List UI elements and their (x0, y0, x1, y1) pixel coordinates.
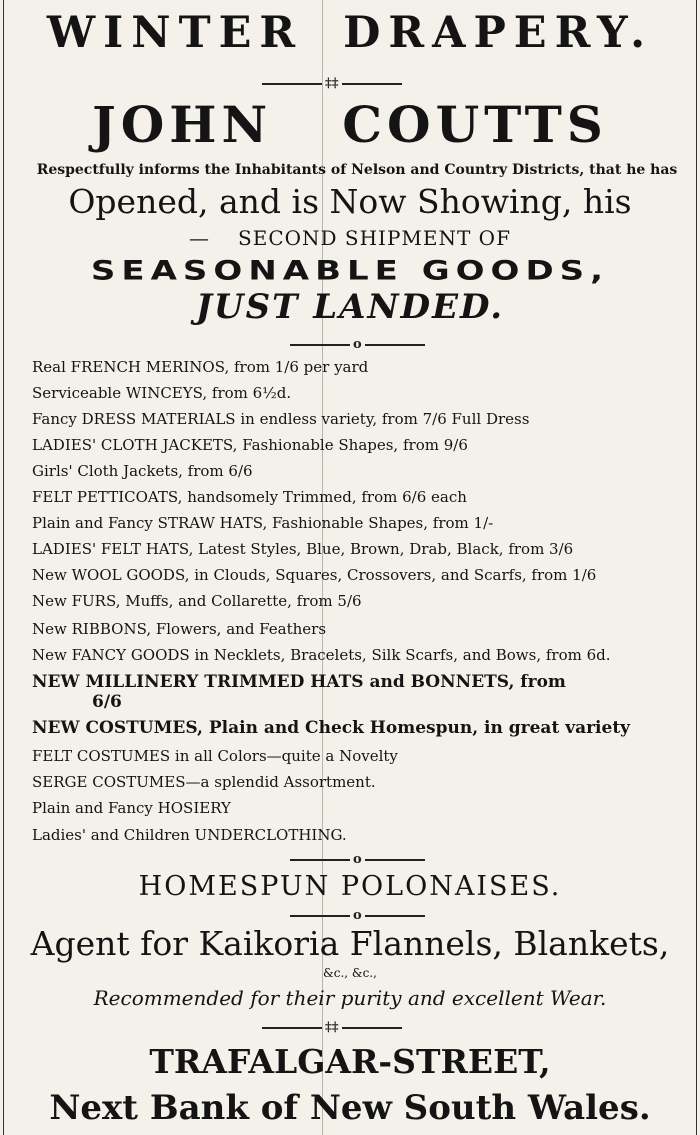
dagger-mark: ‡‡ (325, 1019, 339, 1035)
dagger-mark: ‡‡ (325, 75, 339, 91)
intro-seasonable-goods: SEASONABLE GOODS, (90, 255, 610, 287)
recommended-line: Recommended for their purity and excellent Wear. (93, 986, 607, 1010)
intro-informs: Respectfully informs the Inhabitants of Nelson and Country Districts, that he has (36, 162, 678, 178)
homespun-polonaises: HOMESPUN POLONAISES. (138, 871, 562, 902)
list-item: New RIBBONS, Flowers, and Feathers (32, 620, 327, 638)
list-item: Serviceable WINCEYS, from 6½d. (32, 384, 292, 402)
list-item-continuation: 6/6 (92, 692, 122, 712)
circle-mark: o (353, 907, 362, 923)
list-item: New FURS, Muffs, and Collarette, from 5/6 (32, 592, 362, 610)
etc-line: &c., &c., (323, 966, 377, 980)
merchant-name (0, 97, 700, 153)
list-item: New FANCY GOODS in Necklets, Bracelets, Silk Scarfs, and Bows, from 6d. (32, 646, 611, 664)
list-item: NEW COSTUMES, Plain and Check Homespun, in great variety (32, 718, 631, 738)
intro-opened: Opened, and is Now Showing, his (68, 182, 632, 221)
separator-circle-3 (290, 908, 425, 923)
merchant-first-name: JOHN (92, 95, 273, 154)
separator-dagger-1 (262, 76, 402, 91)
address-landmark: Next Bank of New South Wales. (49, 1088, 651, 1128)
headline-drapery: DRAPERY. (343, 8, 654, 58)
merchant-last-name: COUTTS (342, 95, 608, 154)
list-item: LADIES' CLOTH JACKETS, Fashionable Shapes, from 9/6 (32, 436, 468, 454)
list-item: Plain and Fancy HOSIERY (32, 799, 231, 817)
intro-just-landed: JUST LANDED. (195, 287, 505, 327)
separator-circle-2 (290, 852, 425, 867)
list-item: LADIES' FELT HATS, Latest Styles, Blue, Brown, Drab, Black, from 3/6 (32, 540, 574, 558)
agent-line: Agent for Kaikoria Flannels, Blankets, (30, 924, 670, 963)
list-item: FELT PETTICOATS, handsomely Trimmed, from 6/6 each (32, 488, 467, 506)
circle-mark: o (353, 851, 362, 867)
headline-winter-drapery (0, 8, 700, 58)
separator-circle-1 (290, 337, 425, 352)
list-item: New WOOL GOODS, in Clouds, Squares, Crossovers, and Scarfs, from 1/6 (32, 566, 597, 584)
separator-dagger-2 (262, 1020, 402, 1035)
list-item: Real FRENCH MERINOS, from 1/6 per yard (32, 358, 369, 376)
list-item: FELT COSTUMES in all Colors—quite a Novelty (32, 747, 398, 765)
headline-winter: WINTER (46, 8, 304, 58)
list-item: Fancy DRESS MATERIALS in endless variety, from 7/6 Full Dress (32, 410, 530, 428)
list-item: Girls' Cloth Jackets, from 6/6 (32, 462, 253, 480)
intro-second-shipment (0, 224, 700, 252)
list-item: NEW MILLINERY TRIMMED HATS and BONNETS, from (32, 672, 566, 692)
address-street: TRAFALGAR-STREET, (149, 1042, 551, 1081)
intro-dash: — (189, 226, 211, 250)
circle-mark: o (353, 336, 362, 352)
list-item: Ladies' and Children UNDERCLOTHING. (32, 826, 347, 844)
list-item: SERGE COSTUMES—a splendid Assortment. (32, 773, 376, 791)
intro-second-text: SECOND SHIPMENT OF (238, 226, 511, 250)
list-item: Plain and Fancy STRAW HATS, Fashionable Shapes, from 1/- (32, 514, 494, 532)
